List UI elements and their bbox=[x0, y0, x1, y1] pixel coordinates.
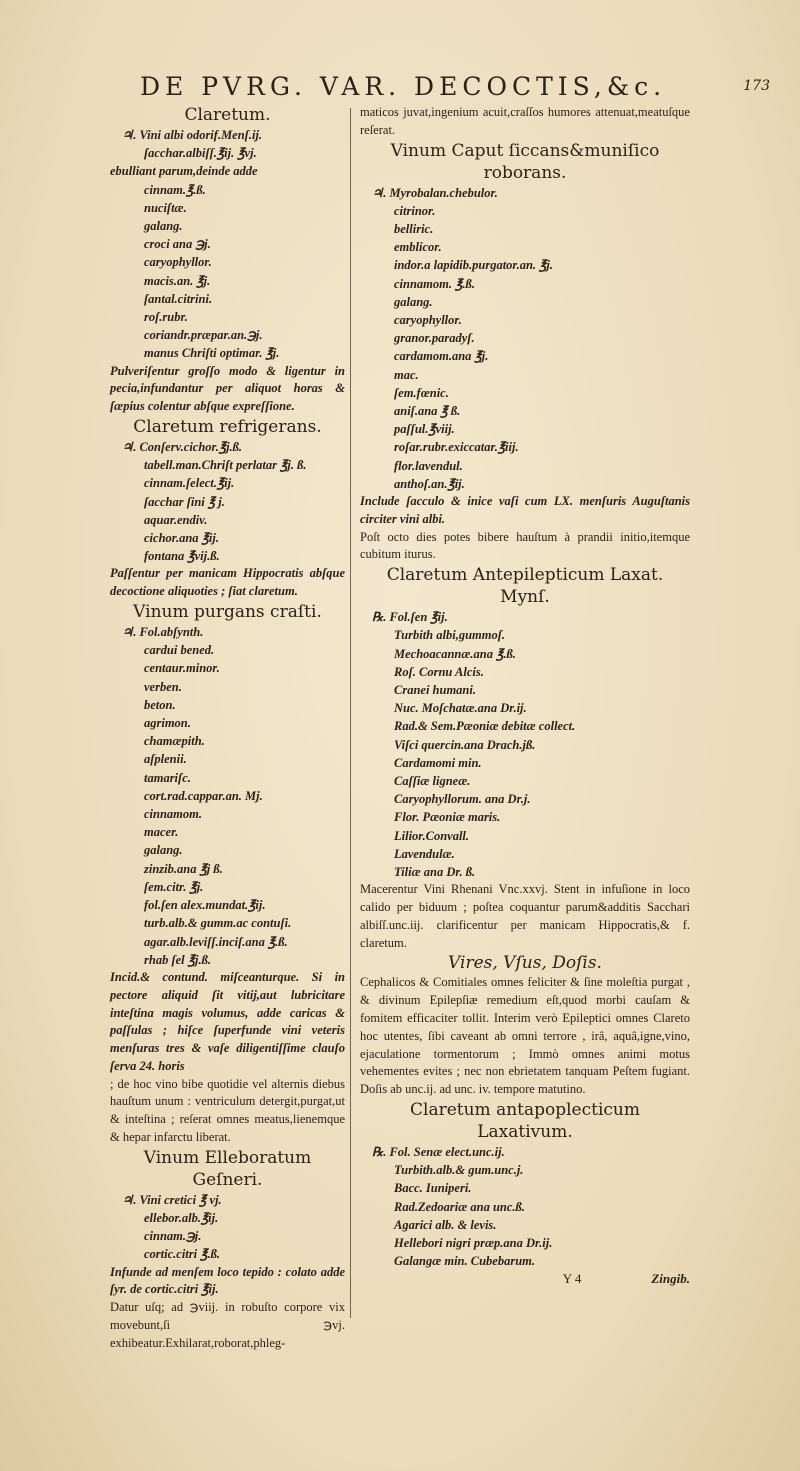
recipe-line: mac. bbox=[394, 367, 419, 382]
section-heading: Claretum antapoplecticum Laxativum. bbox=[410, 1100, 640, 1143]
recipe-line: cinnam.℥.ß. bbox=[144, 182, 206, 197]
recipe-line: Caryophyllorum. ana Dr.j. bbox=[394, 792, 531, 807]
recipe-line: ℞. Fol.ſen ℥ij. bbox=[372, 610, 448, 625]
section-heading: Claretum. bbox=[184, 105, 271, 125]
recipe-line: ellebor.alb.℥ij. bbox=[144, 1211, 219, 1226]
right-column bbox=[360, 104, 690, 1288]
column-divider bbox=[350, 108, 351, 1318]
recipe-line: agrimon. bbox=[144, 716, 191, 731]
section-heading: Vinum purgans craſti. bbox=[133, 602, 322, 623]
recipe-line: Roſ. Cornu Alcis. bbox=[394, 664, 484, 679]
recipe-line: tabell.man.Chriſt perlatar ℥j. ß. bbox=[144, 458, 307, 473]
recipe-line: aquar.endiv. bbox=[144, 512, 208, 527]
prose-paragraph: maticos juvat,ingenium acuit,craſſos humores attenuat,meatuſque reſerat. bbox=[360, 105, 690, 137]
section-heading: Vinum Caput ſiccans&muniſico roborans. bbox=[390, 140, 660, 183]
prose-paragraph: Poſt octo dies potes bibere hauſtum à prandii initio,itemque cubitum iturus. bbox=[360, 529, 690, 562]
section-heading: Vinum Elleboratum Geſneri. bbox=[143, 1147, 312, 1190]
recipe-line: ſacchar ſini ℥ j. bbox=[144, 494, 225, 509]
recipe-line: cardamom.ana ℥j. bbox=[394, 349, 489, 364]
recipe-line: caryophyllor. bbox=[394, 313, 462, 328]
recipe-line: chamæpith. bbox=[144, 734, 205, 749]
recipe-line: tamariſc. bbox=[144, 770, 191, 785]
recipe-line: Bacc. Iuniperi. bbox=[394, 1181, 472, 1196]
catchword: Zingib. bbox=[651, 1271, 690, 1287]
running-header bbox=[140, 72, 780, 106]
recipe-line: Rad.Zedoariæ ana unc.ß. bbox=[394, 1199, 525, 1214]
prose-paragraph: Cephalicos & Comitiales omnes feliciter & ſine moleſtia purgat , & divinum Epilepſiæ remedium eſt,quod morbi cauſam & fomitem efficaciter tollit. Interim verò Epileptici omnes Clareto hoc utentes, ſibi caveant ab omni terrore , irâ, aquâ,igne,vino, ejaculatione tormentorum ; Immò omnes animi motus vehementes evites ; nec non ebrietatem tanquam Peſtem fugiant. Doſis ab unc.ij. ad unc. iv. tempore matutino. bbox=[360, 975, 690, 1097]
recipe-line: nuciſtæ. bbox=[144, 200, 187, 215]
recipe-line: ♃. Myrobalan.chebulor. bbox=[372, 185, 498, 200]
section-heading: Vires, Vſus, Doſis. bbox=[448, 953, 602, 974]
recipe-line: ſantal.citrini. bbox=[144, 291, 213, 306]
signature-line bbox=[360, 1270, 690, 1288]
recipe-line: cichor.ana ℥ij. bbox=[144, 531, 219, 546]
recipe-line: Turbith albi,gummoſ. bbox=[394, 628, 506, 643]
page-number: 173 bbox=[743, 78, 770, 94]
recipe-line: cinnam.ſelect.℥ij. bbox=[144, 476, 235, 491]
prose-paragraph: ; de hoc vino bibe quotidie vel alternis diebus hauſtum unum : ventriculum detergit,purgat,ut & inteſtina ; reſerat omnes meatus,lienemque & hepar infarctu liberat. bbox=[110, 1076, 345, 1145]
recipe-line: caryophyllor. bbox=[144, 255, 212, 270]
recipe-line: roſ.rubr. bbox=[144, 310, 188, 325]
recipe-line: belliric. bbox=[394, 222, 434, 236]
recipe-line: Turbith.alb.& gum.unc.j. bbox=[394, 1163, 524, 1178]
prose-paragraph: Include ſacculo & inice vaſi cum LX. menſuris Auguſtanis circiter vini albi. bbox=[360, 494, 690, 526]
recipe-line: Galangæ min. Cubebarum. bbox=[394, 1254, 536, 1269]
recipe-line: rhab ſel ℥j.ß. bbox=[144, 952, 211, 967]
recipe-line: ſacchar.albiſſ.℥ij. ℥vj. bbox=[144, 146, 257, 161]
recipe-line: ℞. Fol. Senæ elect.unc.ij. bbox=[372, 1145, 505, 1160]
recipe-line: turb.alb.& gumm.ac contuſi. bbox=[144, 916, 292, 931]
recipe-line: croci ana ℈j. bbox=[144, 237, 211, 252]
recipe-line: ſem.citr. ℥j. bbox=[144, 879, 204, 894]
recipe-line: cort.rad.cappar.an. Mj. bbox=[144, 788, 263, 803]
recipe-line: macis.an. ℥j. bbox=[144, 273, 211, 288]
recipe-line: aſplenii. bbox=[144, 752, 187, 767]
recipe-line: ♃. Vini cretici ℥ vj. bbox=[122, 1192, 222, 1207]
recipe-line: ♃. Vini albi odorif.Menſ.ij. bbox=[122, 128, 263, 142]
recipe-line: cinnamom. bbox=[144, 807, 202, 822]
recipe-line: ebulliant parum,deinde adde bbox=[110, 164, 258, 179]
page-title: DE PVRG. VAR. DECOCTIS,&c. bbox=[140, 72, 667, 101]
recipe-line: coriandr.præpar.an.℈j. bbox=[144, 328, 263, 343]
recipe-line: cinnamom. ℥.ß. bbox=[394, 276, 475, 291]
recipe-line: cardui bened. bbox=[144, 643, 215, 658]
recipe-line: emblicor. bbox=[394, 240, 442, 255]
prose-paragraph: Incid.& contund. miſceanturque. Si in pectore aliquid ſit vitij,aut lubricitare inteſtina magis volumus, adde caricas & paſſulas ; hiſce ſuperfunde vini veteris menſuras tres & vaſe diligentiſſime clauſo ſerva 24. horis bbox=[110, 969, 345, 1073]
prose-paragraph: Infunde ad menſem loco tepido : colato adde ſyr. de cortic.citri ℥ij. bbox=[110, 1264, 345, 1297]
recipe-line: ſem.fœnic. bbox=[394, 385, 449, 400]
recipe-line: cinnam.℈j. bbox=[144, 1229, 202, 1244]
recipe-line: paſſul.℥viij. bbox=[394, 422, 455, 437]
recipe-line: Rad.& Sem.Pæoniæ debitæ collect. bbox=[394, 719, 576, 734]
signature-mark: Y 4 bbox=[562, 1271, 582, 1287]
recipe-line: macer. bbox=[144, 825, 179, 840]
section-heading: Claretum Antepilepticum Laxat. Mynſ. bbox=[386, 565, 664, 608]
recipe-line: anthoſ.an.℥ij. bbox=[394, 476, 465, 491]
recipe-line: indor.a lapidib.purgator.an. ℥j. bbox=[394, 258, 554, 273]
recipe-line: granor.paradyſ. bbox=[394, 331, 475, 346]
recipe-line: centaur.minor. bbox=[144, 661, 220, 676]
prose-paragraph: Macerentur Vini Rhenani Vnc.xxvj. Stent in infuſione in loco calido per biduum ; poſtea coquantur parum&additis Sacchari albiſſ.unc.iij. clarificentur per manicam Hippocratis,& f. claretum. bbox=[360, 882, 690, 950]
recipe-line: Lilior.Convall. bbox=[394, 828, 470, 843]
recipe-line: fontana ℥vij.ß. bbox=[144, 549, 220, 564]
recipe-line: Hellebori nigri præp.ana Dr.ij. bbox=[394, 1236, 553, 1251]
recipe-line: Lavendulæ. bbox=[394, 846, 455, 861]
left-column bbox=[110, 104, 345, 1353]
recipe-line: Tiliæ ana Dr. ß. bbox=[394, 865, 476, 880]
recipe-line: aniſ.ana ℥ ß. bbox=[394, 404, 461, 419]
recipe-line: Cranei humani. bbox=[394, 683, 476, 698]
recipe-line: ♃. Fol.abſynth. bbox=[122, 625, 204, 640]
recipe-line: ♃. Conſerv.cichor.℥j.ß. bbox=[122, 440, 243, 455]
recipe-line: agar.alb.leviſſ.inciſ.ana ℥.ß. bbox=[144, 934, 288, 949]
prose-paragraph: Pulveriſentur groſſo modo & ligentur in pecia,infundantur per aliquot horas & ſæpius colentur abſque expreſſione. bbox=[110, 363, 345, 414]
recipe-line: verben. bbox=[144, 679, 182, 694]
recipe-line: galang. bbox=[394, 294, 433, 309]
recipe-line: Caſſiæ ligneæ. bbox=[394, 774, 471, 789]
recipe-line: Agarici alb. & levis. bbox=[394, 1217, 497, 1232]
recipe-line: roſar.rubr.exiccatar.℥iij. bbox=[394, 440, 519, 455]
recipe-line: Flor. Pæoniæ maris. bbox=[394, 810, 501, 825]
prose-paragraph: Paſſentur per manicam Hippocratis abſque decoctione aliquoties ; ſiat claretum. bbox=[110, 566, 345, 599]
recipe-line: flor.lavendul. bbox=[394, 458, 463, 473]
recipe-line: Mechoacannæ.ana ℥.ß. bbox=[394, 646, 516, 661]
recipe-line: cortic.citri ℥.ß. bbox=[144, 1247, 220, 1262]
recipe-line: galang. bbox=[144, 843, 183, 858]
recipe-line: Nuc. Moſchatæ.ana Dr.ij. bbox=[394, 701, 527, 716]
recipe-line: manus Chriſti optimar. ℥j. bbox=[144, 346, 280, 361]
recipe-line: galang. bbox=[144, 219, 183, 234]
recipe-line: citrinor. bbox=[394, 203, 436, 218]
section-heading: Claretum refrigerans. bbox=[133, 417, 322, 438]
recipe-line: Viſci quercin.ana Drach.jß. bbox=[394, 737, 536, 752]
prose-paragraph: Datur uſq; ad ℈viij. in robuſto corpore vix movebunt,ſi ℈vj. exhibeatur.Exhilarat,roborat,phleg- bbox=[110, 1300, 345, 1350]
recipe-line: Cardamomi min. bbox=[394, 755, 482, 770]
recipe-line: beton. bbox=[144, 697, 176, 712]
recipe-line: zinzib.ana ℥j ß. bbox=[144, 861, 223, 876]
recipe-line: fol.ſen alex.mundat.℥ij. bbox=[144, 898, 266, 913]
